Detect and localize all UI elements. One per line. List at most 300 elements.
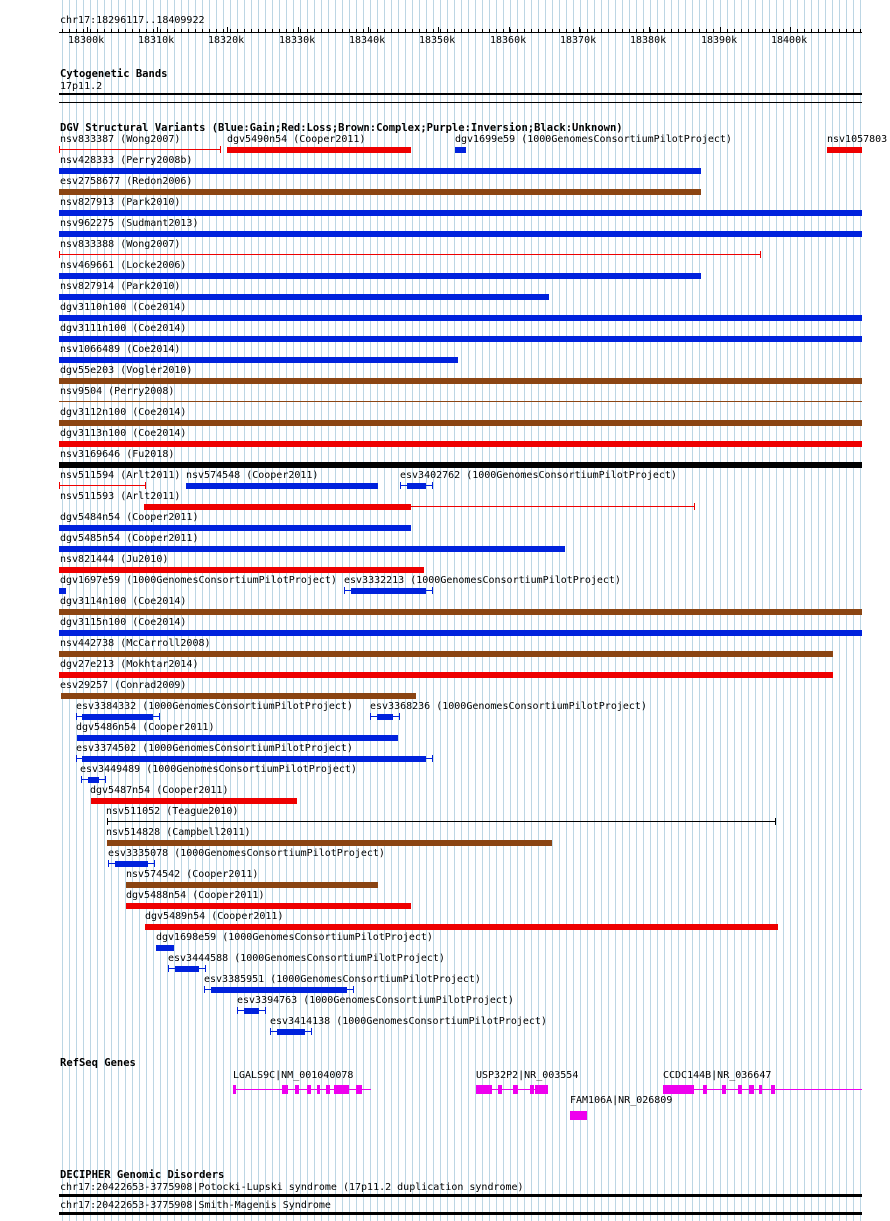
variant-block[interactable] <box>351 588 426 594</box>
ruler-minor-tick <box>720 29 721 32</box>
variant-label: dgv5489n54 (Cooper2011) <box>145 911 284 922</box>
ruler-minor-tick <box>650 29 651 32</box>
ruler-minor-tick <box>188 29 189 32</box>
variant-bar[interactable] <box>227 147 411 153</box>
ruler-minor-tick <box>377 29 378 32</box>
track-title-refseq[interactable]: RefSeq Genes <box>60 1057 136 1069</box>
ruler-minor-tick <box>545 29 546 32</box>
variant-end-tick <box>205 965 206 972</box>
ruler-minor-tick <box>426 29 427 32</box>
gene-label: USP32P2|NR_003554 <box>476 1070 579 1081</box>
ruler-minor-tick <box>433 29 434 32</box>
gene-exon[interactable] <box>703 1085 707 1094</box>
variant-end-tick <box>353 986 354 993</box>
variant-bar[interactable] <box>186 483 378 489</box>
variant-bar[interactable] <box>59 273 701 279</box>
ruler-minor-tick <box>755 29 756 32</box>
ruler-minor-tick <box>335 29 336 32</box>
gene-label: CCDC144B|NR_036647 <box>663 1070 772 1081</box>
ruler-minor-tick <box>657 29 658 32</box>
ruler-minor-tick <box>825 29 826 32</box>
variant-label: esv3332213 (1000GenomesConsortiumPilotProject) <box>344 575 621 586</box>
ruler-minor-tick <box>503 29 504 32</box>
ruler-minor-tick <box>734 29 735 32</box>
ruler-minor-tick <box>258 29 259 32</box>
ruler-minor-tick <box>174 29 175 32</box>
ruler-minor-tick <box>762 29 763 32</box>
ruler-minor-tick <box>832 29 833 32</box>
variant-label: nsv1066489 (Coe2014) <box>60 344 181 355</box>
variant-end-tick <box>270 1028 271 1035</box>
variant-end-tick <box>76 755 77 762</box>
gene-exon[interactable] <box>663 1085 694 1094</box>
variant-bar[interactable] <box>126 882 378 888</box>
variant-bar[interactable] <box>59 420 862 426</box>
variant-label: esv3444588 (1000GenomesConsortiumPilotProject) <box>168 953 445 964</box>
variant-bar[interactable] <box>59 441 862 447</box>
variant-label: esv3449489 (1000GenomesConsortiumPilotProject) <box>80 764 357 775</box>
ruler-minor-tick <box>853 29 854 32</box>
ruler-line <box>59 32 862 33</box>
variant-block[interactable] <box>82 756 426 762</box>
gene-exon[interactable] <box>326 1085 330 1094</box>
ruler-minor-tick <box>272 29 273 32</box>
variant-bar[interactable] <box>144 504 411 510</box>
variant-label: dgv5488n54 (Cooper2011) <box>126 890 265 901</box>
ruler-minor-tick <box>223 29 224 32</box>
variant-label: dgv3113n100 (Coe2014) <box>60 428 187 439</box>
ruler-minor-tick <box>797 29 798 32</box>
ruler-minor-tick <box>559 29 560 32</box>
variant-bar[interactable] <box>59 210 862 216</box>
variant-label: nsv827913 (Park2010) <box>60 197 181 208</box>
gene-exon[interactable] <box>759 1085 762 1094</box>
variant-label: dgv3115n100 (Coe2014) <box>60 617 187 628</box>
gene-exon[interactable] <box>356 1085 362 1094</box>
variant-label: dgv3114n100 (Coe2014) <box>60 596 187 607</box>
track-title-decipher[interactable]: DECIPHER Genomic Disorders <box>60 1169 225 1181</box>
variant-bar[interactable] <box>59 546 565 552</box>
ruler-minor-tick <box>314 29 315 32</box>
variant-bar[interactable] <box>59 336 862 342</box>
ruler-minor-tick <box>342 29 343 32</box>
variant-bar[interactable] <box>59 294 549 300</box>
ruler-minor-tick <box>482 29 483 32</box>
ruler-minor-tick <box>776 29 777 32</box>
ruler-minor-tick <box>454 29 455 32</box>
ruler-minor-tick <box>671 29 672 32</box>
ruler-minor-tick <box>363 29 364 32</box>
variant-label: esv3402762 (1000GenomesConsortiumPilotProject) <box>400 470 677 481</box>
ruler-minor-tick <box>608 29 609 32</box>
ruler-minor-tick <box>90 29 91 32</box>
ruler-minor-tick <box>237 29 238 32</box>
ruler-minor-tick <box>496 29 497 32</box>
variant-bar[interactable] <box>59 567 424 573</box>
variant-label: esv3414138 (1000GenomesConsortiumPilotProject) <box>270 1016 547 1027</box>
ruler-minor-tick <box>538 29 539 32</box>
variant-label: nsv833387 (Wong2007) <box>60 134 181 145</box>
ruler-minor-tick <box>566 29 567 32</box>
variant-end-tick <box>59 251 60 258</box>
ruler-minor-tick <box>706 29 707 32</box>
variant-end-tick <box>775 818 776 825</box>
variant-bar[interactable] <box>77 735 398 741</box>
variant-end-tick <box>344 587 345 594</box>
variant-block[interactable] <box>377 714 393 720</box>
coordinate-label: chr17:18296117..18409922 <box>60 15 205 26</box>
decipher-item-label: chr17:20422653-3775908|Smith-Magenis Syndrome <box>60 1200 331 1211</box>
variant-label: dgv3111n100 (Coe2014) <box>60 323 187 334</box>
ruler-minor-tick <box>440 29 441 32</box>
ruler-tick <box>438 27 439 32</box>
ruler-minor-tick <box>741 29 742 32</box>
variant-label: esv3385951 (1000GenomesConsortiumPilotProject) <box>204 974 481 985</box>
ruler-minor-tick <box>146 29 147 32</box>
variant-label: nsv827914 (Park2010) <box>60 281 181 292</box>
ruler-minor-tick <box>132 29 133 32</box>
ruler-minor-tick <box>517 29 518 32</box>
variant-block[interactable] <box>244 1008 259 1014</box>
decipher-item-bar[interactable] <box>59 1212 862 1215</box>
ruler-minor-tick <box>587 29 588 32</box>
ruler-minor-tick <box>391 29 392 32</box>
variant-bar[interactable] <box>59 189 701 195</box>
variant-label: nsv1057803 <box>827 134 888 145</box>
ruler-minor-tick <box>636 29 637 32</box>
variant-bar[interactable] <box>59 168 701 174</box>
variant-line[interactable] <box>59 149 221 150</box>
ruler-minor-tick <box>419 29 420 32</box>
ruler-minor-tick <box>104 29 105 32</box>
ruler-minor-tick <box>195 29 196 32</box>
variant-bar[interactable] <box>59 378 862 384</box>
ruler-minor-tick <box>447 29 448 32</box>
ruler-minor-tick <box>629 29 630 32</box>
gene-exon[interactable] <box>282 1085 288 1094</box>
ruler-tick-label: 18330k <box>279 35 316 46</box>
decipher-item-bar[interactable] <box>59 1194 862 1197</box>
variant-label: dgv5485n54 (Cooper2011) <box>60 533 199 544</box>
ruler-minor-tick <box>321 29 322 32</box>
variant-label: nsv514828 (Campbell2011) <box>106 827 251 838</box>
ruler-minor-tick <box>699 29 700 32</box>
variant-label: dgv3112n100 (Coe2014) <box>60 407 187 418</box>
gene-exon[interactable] <box>476 1085 492 1094</box>
variant-bar[interactable] <box>59 630 862 636</box>
track-separator <box>59 102 862 103</box>
ruler-minor-tick <box>664 29 665 32</box>
variant-label: dgv5487n54 (Cooper2011) <box>90 785 229 796</box>
gene-exon[interactable] <box>570 1111 587 1120</box>
ruler-minor-tick <box>167 29 168 32</box>
variant-end-tick <box>107 818 108 825</box>
ruler-minor-tick <box>818 29 819 32</box>
variant-label: esv2758677 (Redon2006) <box>60 176 193 187</box>
ruler-tick-label: 18340k <box>349 35 386 46</box>
variant-bar[interactable] <box>107 840 552 846</box>
variant-label: dgv1699e59 (1000GenomesConsortiumPilotProject) <box>455 134 732 145</box>
ruler-tick-label: 18380k <box>630 35 667 46</box>
ruler-minor-tick <box>356 29 357 32</box>
gene-exon[interactable] <box>530 1085 534 1094</box>
ruler-tick <box>368 27 369 32</box>
ruler-minor-tick <box>461 29 462 32</box>
ruler-tick-label: 18390k <box>701 35 738 46</box>
variant-block[interactable] <box>115 861 148 867</box>
variant-end-tick <box>432 587 433 594</box>
variant-end-tick <box>81 776 82 783</box>
variant-bar[interactable] <box>59 672 833 678</box>
gene-intron-line[interactable] <box>233 1089 371 1090</box>
variant-line[interactable] <box>411 506 695 507</box>
ruler-minor-tick <box>622 29 623 32</box>
variant-label: nsv442738 (McCarroll2008) <box>60 638 211 649</box>
ruler-minor-tick <box>398 29 399 32</box>
ruler-tick-label: 18320k <box>208 35 245 46</box>
ruler-minor-tick <box>244 29 245 32</box>
ruler-minor-tick <box>685 29 686 32</box>
ruler-minor-tick <box>846 29 847 32</box>
ruler-tick-label: 18370k <box>560 35 597 46</box>
variant-bar[interactable] <box>59 609 862 615</box>
ruler-minor-tick <box>153 29 154 32</box>
ruler-minor-tick <box>552 29 553 32</box>
variant-bar[interactable] <box>827 147 862 153</box>
ruler-minor-tick <box>62 29 63 32</box>
variant-label: nsv574548 (Cooper2011) <box>186 470 319 481</box>
ruler-minor-tick <box>769 29 770 32</box>
variant-label: nsv9504 (Perry2008) <box>60 386 175 397</box>
ruler-minor-tick <box>293 29 294 32</box>
variant-bar[interactable] <box>59 651 833 657</box>
ruler-minor-tick <box>251 29 252 32</box>
ruler-tick-label: 18300k <box>68 35 105 46</box>
variant-label: nsv833388 (Wong2007) <box>60 239 181 250</box>
variant-label: nsv3169646 (Fu2018) <box>60 449 175 460</box>
ruler-tick-label: 18310k <box>138 35 175 46</box>
variant-block[interactable] <box>82 714 153 720</box>
variant-bar[interactable] <box>91 798 297 804</box>
variant-end-tick <box>432 755 433 762</box>
ruler-minor-tick <box>384 29 385 32</box>
ruler-minor-tick <box>573 29 574 32</box>
variant-label: nsv511594 (Arlt2011) <box>60 470 181 481</box>
variant-end-tick <box>159 713 160 720</box>
gene-exon[interactable] <box>535 1085 548 1094</box>
ruler-minor-tick <box>594 29 595 32</box>
variant-line[interactable] <box>59 485 146 486</box>
variant-bar[interactable] <box>59 357 458 363</box>
gene-exon[interactable] <box>771 1085 775 1094</box>
gene-exon[interactable] <box>295 1085 299 1094</box>
ruler-minor-tick <box>76 29 77 32</box>
ruler-minor-tick <box>69 29 70 32</box>
ruler-minor-tick <box>139 29 140 32</box>
variant-end-tick <box>145 482 146 489</box>
ruler-minor-tick <box>580 29 581 32</box>
variant-line[interactable] <box>59 254 761 255</box>
ruler-minor-tick <box>307 29 308 32</box>
ruler-minor-tick <box>643 29 644 32</box>
variant-bar[interactable] <box>156 945 174 951</box>
variant-label: dgv1697e59 (1000GenomesConsortiumPilotProject) <box>60 575 337 586</box>
variant-line[interactable] <box>107 821 776 822</box>
variant-bar[interactable] <box>455 147 466 153</box>
ruler-minor-tick <box>405 29 406 32</box>
ruler-minor-tick <box>615 29 616 32</box>
variant-end-tick <box>311 1028 312 1035</box>
variant-label: nsv821444 (Ju2010) <box>60 554 169 565</box>
gene-exon[interactable] <box>334 1085 349 1094</box>
variant-label: esv3384332 (1000GenomesConsortiumPilotProject) <box>76 701 353 712</box>
variant-end-tick <box>154 860 155 867</box>
variant-end-tick <box>400 482 401 489</box>
track-title-cytogenetic-bands[interactable]: Cytogenetic Bands <box>60 68 168 80</box>
variant-bar[interactable] <box>59 588 66 594</box>
gene-label: FAM106A|NR_026809 <box>570 1095 673 1106</box>
ruler-minor-tick <box>412 29 413 32</box>
variant-label: esv3394763 (1000GenomesConsortiumPilotProject) <box>237 995 514 1006</box>
ruler-tick <box>157 27 158 32</box>
ruler-minor-tick <box>230 29 231 32</box>
variant-end-tick <box>432 482 433 489</box>
variant-label: nsv428333 (Perry2008b) <box>60 155 193 166</box>
ruler-tick <box>298 27 299 32</box>
gene-label: LGALS9C|NM_001040078 <box>233 1070 354 1081</box>
variant-bar[interactable] <box>59 401 862 402</box>
variant-label: dgv3110n100 (Coe2014) <box>60 302 187 313</box>
variant-label: dgv5486n54 (Cooper2011) <box>76 722 215 733</box>
cyto-band-label: 17p11.2 <box>60 81 103 92</box>
ruler-minor-tick <box>160 29 161 32</box>
variant-end-tick <box>399 713 400 720</box>
variant-bar[interactable] <box>61 693 416 699</box>
variant-block[interactable] <box>175 966 199 972</box>
ruler-minor-tick <box>349 29 350 32</box>
ruler-minor-tick <box>83 29 84 32</box>
ruler-minor-tick <box>475 29 476 32</box>
ruler-minor-tick <box>97 29 98 32</box>
ruler-minor-tick <box>531 29 532 32</box>
ruler-minor-tick <box>181 29 182 32</box>
variant-end-tick <box>760 251 761 258</box>
cyto-band-bar[interactable] <box>59 93 862 95</box>
variant-label: dgv5490n54 (Cooper2011) <box>227 134 366 145</box>
ruler-tick-label: 18360k <box>490 35 527 46</box>
gene-exon[interactable] <box>722 1085 726 1094</box>
variant-end-tick <box>694 503 695 510</box>
variant-label: dgv5484n54 (Cooper2011) <box>60 512 199 523</box>
gene-exon[interactable] <box>738 1085 742 1094</box>
variant-label: esv3335078 (1000GenomesConsortiumPilotProject) <box>108 848 385 859</box>
ruler-minor-tick <box>748 29 749 32</box>
gene-exon[interactable] <box>513 1085 518 1094</box>
ruler-minor-tick <box>692 29 693 32</box>
variant-label: dgv55e203 (Vogler2010) <box>60 365 193 376</box>
variant-end-tick <box>59 482 60 489</box>
ruler-minor-tick <box>510 29 511 32</box>
ruler-minor-tick <box>209 29 210 32</box>
variant-label: esv29257 (Conrad2009) <box>60 680 187 691</box>
variant-label: esv3374502 (1000GenomesConsortiumPilotProject) <box>76 743 353 754</box>
ruler-minor-tick <box>328 29 329 32</box>
ruler-minor-tick <box>118 29 119 32</box>
ruler-minor-tick <box>804 29 805 32</box>
ruler-minor-tick <box>524 29 525 32</box>
variant-bar[interactable] <box>59 525 411 531</box>
ruler-minor-tick <box>125 29 126 32</box>
ruler-minor-tick <box>111 29 112 32</box>
variant-bar[interactable] <box>59 462 862 468</box>
variant-label: dgv1698e59 (1000GenomesConsortiumPilotProject) <box>156 932 433 943</box>
ruler-minor-tick <box>286 29 287 32</box>
ruler-minor-tick <box>727 29 728 32</box>
ruler-minor-tick <box>216 29 217 32</box>
decipher-item-label: chr17:20422653-3775908|Potocki-Lupski syndrome (17p11.2 duplication syndrome) <box>60 1182 524 1193</box>
ruler-minor-tick <box>279 29 280 32</box>
gene-exon[interactable] <box>307 1085 311 1094</box>
gene-exon[interactable] <box>233 1085 236 1094</box>
ruler-minor-tick <box>489 29 490 32</box>
variant-bar[interactable] <box>59 231 862 237</box>
variant-bar[interactable] <box>59 315 862 321</box>
ruler-minor-tick <box>839 29 840 32</box>
variant-block[interactable] <box>407 483 426 489</box>
variant-end-tick <box>105 776 106 783</box>
variant-end-tick <box>370 713 371 720</box>
ruler-tick-label: 18400k <box>771 35 808 46</box>
variant-end-tick <box>265 1007 266 1014</box>
ruler-minor-tick <box>468 29 469 32</box>
variant-end-tick <box>220 146 221 153</box>
variant-label: nsv469661 (Locke2006) <box>60 260 187 271</box>
variant-end-tick <box>76 713 77 720</box>
ruler-minor-tick <box>300 29 301 32</box>
variant-label: esv3368236 (1000GenomesConsortiumPilotProject) <box>370 701 647 712</box>
ruler-minor-tick <box>678 29 679 32</box>
ruler-minor-tick <box>790 29 791 32</box>
variant-block[interactable] <box>277 1029 305 1035</box>
variant-label: dgv27e213 (Mokhtar2014) <box>60 659 199 670</box>
ruler-minor-tick <box>713 29 714 32</box>
variant-bar[interactable] <box>145 924 778 930</box>
variant-end-tick <box>108 860 109 867</box>
variant-label: nsv962275 (Sudmant2013) <box>60 218 199 229</box>
ruler-tick-label: 18350k <box>419 35 456 46</box>
gene-exon[interactable] <box>317 1085 320 1094</box>
ruler-minor-tick <box>811 29 812 32</box>
variant-block[interactable] <box>88 777 99 783</box>
variant-label: nsv511052 (Teague2010) <box>106 806 239 817</box>
gene-exon[interactable] <box>498 1085 502 1094</box>
ruler-minor-tick <box>601 29 602 32</box>
ruler-minor-tick <box>860 29 861 32</box>
variant-end-tick <box>237 1007 238 1014</box>
variant-block[interactable] <box>211 987 347 993</box>
ruler-tick <box>87 27 88 32</box>
ruler-minor-tick <box>370 29 371 32</box>
ruler-minor-tick <box>265 29 266 32</box>
ruler-tick <box>227 27 228 32</box>
ruler-minor-tick <box>202 29 203 32</box>
variant-label: nsv574542 (Cooper2011) <box>126 869 259 880</box>
variant-end-tick <box>204 986 205 993</box>
track-title-dgv[interactable]: DGV Structural Variants (Blue:Gain;Red:Loss;Brown:Complex;Purple:Inversion;Black:Unknown) <box>60 122 623 134</box>
gene-exon[interactable] <box>749 1085 754 1094</box>
variant-label: nsv511593 (Arlt2011) <box>60 491 181 502</box>
variant-bar[interactable] <box>126 903 411 909</box>
